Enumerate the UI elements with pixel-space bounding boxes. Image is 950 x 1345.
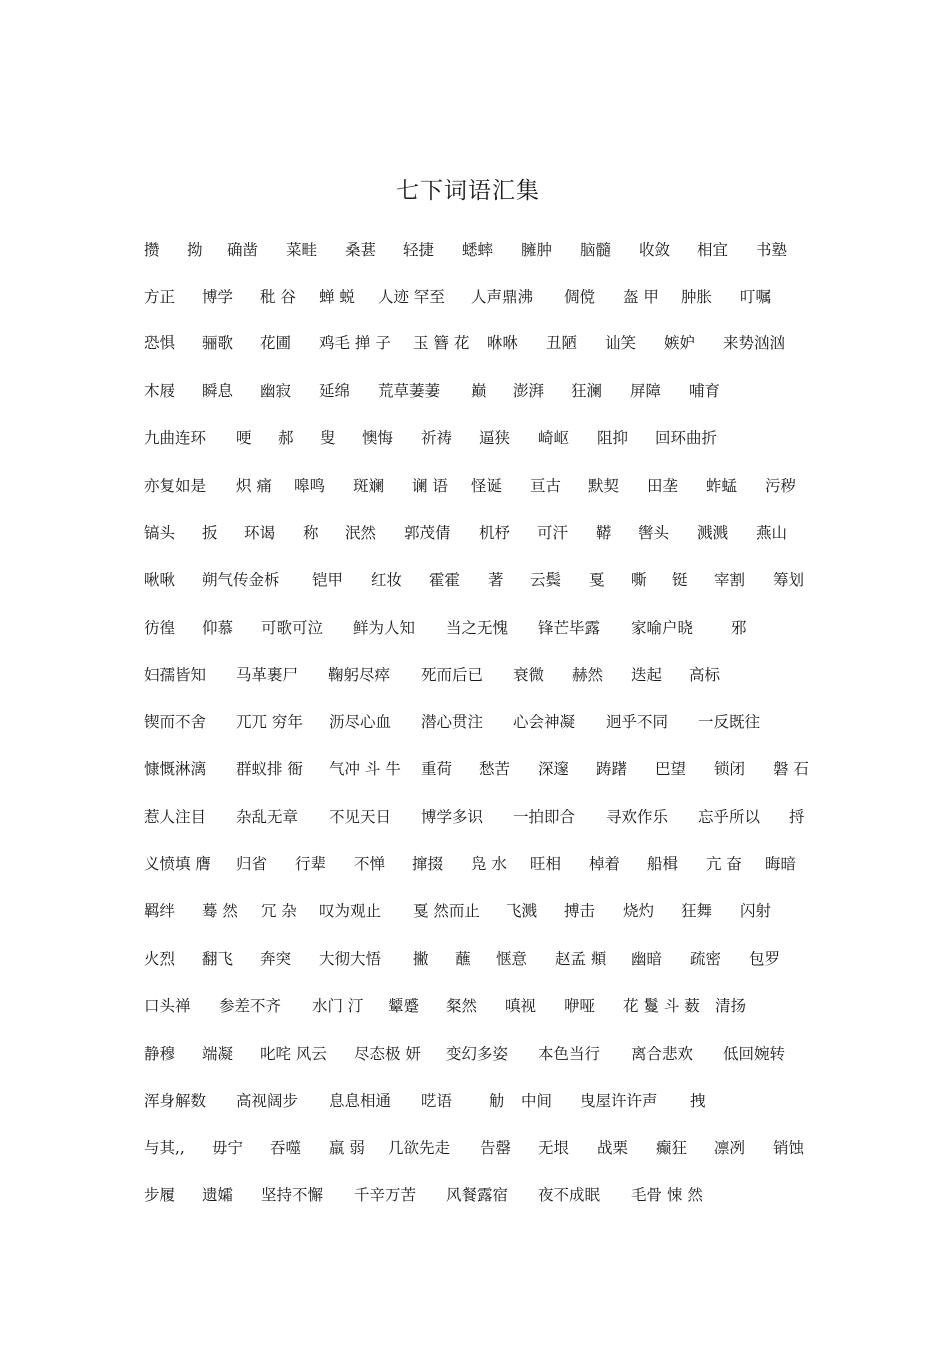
vocabulary-word: 扳 (202, 524, 218, 542)
vocabulary-word: 磐 石 (773, 760, 809, 778)
vocabulary-word: 一反既往 (698, 713, 761, 731)
vocabulary-word: 归省 (236, 855, 268, 873)
vocabulary-word: 义愤填 膺 (144, 855, 211, 873)
vocabulary-word: 咿哑 (564, 997, 596, 1015)
vocabulary-word: 惹人注目 (144, 808, 207, 826)
vocabulary-word: 脑髓 (580, 241, 612, 259)
vocabulary-word: 毋宁 (212, 1139, 244, 1157)
vocabulary-word: 朔气传金柝 (202, 571, 280, 589)
vocabulary-word: 亘古 (530, 477, 562, 495)
vocabulary-word: 书塾 (756, 241, 788, 259)
page-title: 七下词语汇集 (396, 178, 540, 204)
vocabulary-word: 污秽 (765, 477, 797, 495)
vocabulary-word: 恐惧 (144, 334, 176, 352)
vocabulary-word: 谰 语 (412, 477, 448, 495)
vocabulary-word: 无垠 (538, 1139, 570, 1157)
vocabulary-word: 赫然 (572, 666, 604, 684)
word-line (144, 663, 834, 687)
vocabulary-word: 奔突 (260, 950, 292, 968)
vocabulary-word: 咻咻 (487, 334, 519, 352)
vocabulary-word: 潜心贯注 (421, 713, 484, 731)
vocabulary-word: 浑身解数 (144, 1092, 207, 1110)
vocabulary-word: 崎岖 (538, 429, 570, 447)
vocabulary-word: 可汗 (537, 524, 569, 542)
vocabulary-word: 幽寂 (260, 382, 292, 400)
vocabulary-word: 高标 (689, 666, 721, 684)
vocabulary-word: 机杼 (479, 524, 511, 542)
vocabulary-word: 怪诞 (471, 477, 503, 495)
vocabulary-word: 告罄 (480, 1139, 512, 1157)
vocabulary-word: 参差不齐 (219, 997, 282, 1015)
vocabulary-word: 云鬓 (530, 571, 562, 589)
word-line (144, 238, 834, 262)
word-line (144, 994, 834, 1018)
word-line (144, 1136, 834, 1160)
vocabulary-word: 中间 (521, 1092, 553, 1110)
vocabulary-word: 水门 汀 (312, 997, 364, 1015)
vocabulary-word: 嘶 (631, 571, 647, 589)
word-line (144, 379, 834, 403)
vocabulary-word: 玉 簪 花 (413, 334, 470, 352)
vocabulary-word: 凫 水 (471, 855, 507, 873)
word-line (144, 757, 834, 781)
vocabulary-word: 群蚁排 衙 (236, 760, 303, 778)
vocabulary-word: 当之无愧 (446, 619, 509, 637)
vocabulary-word: 癫狂 (656, 1139, 688, 1157)
vocabulary-word: 烧灼 (623, 902, 655, 920)
vocabulary-word: 铤 (672, 571, 688, 589)
vocabulary-word: 曳屋许许声 (580, 1092, 658, 1110)
vocabulary-word: 几欲先走 (388, 1139, 451, 1157)
vocabulary-word: 粲然 (446, 997, 478, 1015)
vocabulary-word: 仰慕 (202, 619, 234, 637)
vocabulary-word: 不惮 (354, 855, 386, 873)
vocabulary-word: 迥乎不同 (606, 713, 669, 731)
vocabulary-word: 静穆 (144, 1045, 176, 1063)
vocabulary-word: 马革裹尸 (236, 666, 299, 684)
vocabulary-word: 臃肿 (521, 241, 553, 259)
vocabulary-word: 气冲 斗 牛 (329, 760, 401, 778)
vocabulary-word: 叮嘱 (740, 288, 772, 306)
vocabulary-word: 离合悲欢 (631, 1045, 694, 1063)
vocabulary-word: 低回婉转 (723, 1045, 786, 1063)
vocabulary-word: 高视阔步 (236, 1092, 299, 1110)
vocabulary-word: 桑葚 (345, 241, 377, 259)
vocabulary-word: 收敛 (639, 241, 671, 259)
vocabulary-word: 炽 痛 (236, 477, 272, 495)
vocabulary-word: 火烈 (144, 950, 176, 968)
vocabulary-word: 方正 (144, 288, 176, 306)
vocabulary-word: 鞯 (596, 524, 612, 542)
word-line (144, 426, 834, 450)
vocabulary-word: 遗孀 (202, 1186, 234, 1204)
vocabulary-word: 撇 (413, 950, 429, 968)
vocabulary-word: 巴望 (655, 760, 687, 778)
vocabulary-word: 迭起 (631, 666, 663, 684)
vocabulary-word: 沥尽心血 (329, 713, 392, 731)
vocabulary-word: 千辛万苦 (354, 1186, 417, 1204)
vocabulary-word: 丑陋 (546, 334, 578, 352)
vocabulary-word: 羁绊 (144, 902, 176, 920)
vocabulary-word: 默契 (588, 477, 620, 495)
word-line (144, 1042, 834, 1066)
vocabulary-word: 搏击 (564, 902, 596, 920)
vocabulary-word: 啾啾 (144, 571, 176, 589)
vocabulary-word: 鸡毛 掸 子 (319, 334, 391, 352)
vocabulary-word: 行辈 (295, 855, 327, 873)
word-line (144, 285, 834, 309)
vocabulary-word: 销蚀 (773, 1139, 805, 1157)
vocabulary-word: 吞噬 (270, 1139, 302, 1157)
word-line (144, 331, 834, 355)
vocabulary-word: 口头禅 (144, 997, 191, 1015)
vocabulary-word: 锁闭 (714, 760, 746, 778)
vocabulary-word: 深邃 (538, 760, 570, 778)
vocabulary-word: 燕山 (756, 524, 788, 542)
vocabulary-word: 相宜 (697, 241, 729, 259)
vocabulary-word: 辔头 (638, 524, 670, 542)
vocabulary-word: 彷徨 (144, 619, 176, 637)
vocabulary-word: 懊悔 (362, 429, 394, 447)
vocabulary-word: 叹为观止 (319, 902, 382, 920)
vocabulary-word: 翻飞 (202, 950, 234, 968)
vocabulary-word: 幽暗 (631, 950, 663, 968)
vocabulary-word: 锋芒毕露 (538, 619, 601, 637)
vocabulary-word: 蓦 然 (202, 902, 238, 920)
vocabulary-word: 屏障 (630, 382, 662, 400)
vocabulary-word: 称 (303, 524, 319, 542)
vocabulary-word: 踌躇 (596, 760, 628, 778)
vocabulary-word: 博学多识 (421, 808, 484, 826)
vocabulary-word: 溅溅 (697, 524, 729, 542)
vocabulary-word: 霍霍 (429, 571, 461, 589)
vocabulary-word: 鲜为人知 (353, 619, 416, 637)
vocabulary-word: 澎湃 (513, 382, 545, 400)
vocabulary-word: 旺相 (530, 855, 562, 873)
vocabulary-word: 狂澜 (571, 382, 603, 400)
vocabulary-word: 妇孺皆知 (144, 666, 207, 684)
word-line (144, 474, 834, 498)
word-line (144, 947, 834, 971)
vocabulary-word: 拗 (187, 241, 203, 259)
vocabulary-word: 家喻户晓 (631, 619, 694, 637)
vocabulary-word: 鞠躬尽瘁 (328, 666, 391, 684)
vocabulary-word: 愁苦 (479, 760, 511, 778)
vocabulary-word: 邪 (731, 619, 747, 637)
vocabulary-word: 衰微 (513, 666, 545, 684)
vocabulary-word: 菜畦 (286, 241, 318, 259)
vocabulary-word: 哽 (236, 429, 252, 447)
vocabulary-word: 蝉 蜕 (319, 288, 355, 306)
vocabulary-word: 坚持不懈 (261, 1186, 324, 1204)
vocabulary-word: 闪射 (740, 902, 772, 920)
word-line (144, 852, 834, 876)
vocabulary-word: 九曲连环 (144, 429, 207, 447)
vocabulary-word: 狂舞 (681, 902, 713, 920)
vocabulary-word: 变幻多姿 (446, 1045, 509, 1063)
vocabulary-word: 包罗 (749, 950, 781, 968)
vocabulary-word: 慷慨淋漓 (144, 760, 207, 778)
vocabulary-word: 觔 (489, 1092, 505, 1110)
vocabulary-word: 倜傥 (564, 288, 596, 306)
vocabulary-word: 与其,, (144, 1139, 185, 1157)
vocabulary-word: 疏密 (690, 950, 722, 968)
vocabulary-word: 人声鼎沸 (471, 288, 534, 306)
vocabulary-word: 泯然 (345, 524, 377, 542)
vocabulary-word: 撺掇 (412, 855, 444, 873)
vocabulary-word: 田垄 (647, 477, 679, 495)
word-line (144, 521, 834, 545)
vocabulary-word: 步履 (144, 1186, 176, 1204)
vocabulary-word: 斑斓 (353, 477, 385, 495)
vocabulary-word: 红妆 (371, 571, 403, 589)
vocabulary-word: 羸 弱 (329, 1139, 365, 1157)
vocabulary-word: 赵孟 頫 (555, 950, 607, 968)
vocabulary-word: 花 鬘 斗 薮 (623, 997, 700, 1015)
vocabulary-word: 端凝 (202, 1045, 234, 1063)
vocabulary-word: 轻捷 (403, 241, 435, 259)
vocabulary-word: 夜不成眠 (538, 1186, 601, 1204)
vocabulary-word: 战栗 (597, 1139, 629, 1157)
vocabulary-word: 杂乱无章 (236, 808, 299, 826)
vocabulary-word: 一拍即合 (513, 808, 576, 826)
vocabulary-word: 确凿 (227, 241, 259, 259)
vocabulary-word: 亦复如是 (144, 477, 207, 495)
vocabulary-word: 肿胀 (681, 288, 713, 306)
vocabulary-word: 尽态极 妍 (354, 1045, 421, 1063)
vocabulary-word: 船楫 (647, 855, 679, 873)
vocabulary-word: 大彻大悟 (319, 950, 382, 968)
vocabulary-word: 秕 谷 (260, 288, 296, 306)
vocabulary-word: 环谒 (244, 524, 276, 542)
vocabulary-word: 凛冽 (714, 1139, 746, 1157)
word-line (144, 568, 834, 592)
vocabulary-word: 木屐 (144, 382, 176, 400)
vocabulary-word: 兀兀 穷年 (236, 713, 303, 731)
vocabulary-word: 不见天日 (329, 808, 392, 826)
vocabulary-word: 荒草萋萋 (378, 382, 441, 400)
vocabulary-word: 息息相通 (329, 1092, 392, 1110)
word-line (144, 1183, 834, 1207)
vocabulary-word: 惬意 (496, 950, 528, 968)
vocabulary-word: 来势汹汹 (723, 334, 786, 352)
vocabulary-word: 著 (488, 571, 504, 589)
vocabulary-word: 冗 杂 (261, 902, 297, 920)
vocabulary-word: 蟋蟀 (462, 241, 494, 259)
vocabulary-word: 蚱蜢 (706, 477, 738, 495)
vocabulary-word: 呓语 (421, 1092, 453, 1110)
vocabulary-word: 博学 (202, 288, 234, 306)
vocabulary-word: 飞溅 (506, 902, 538, 920)
vocabulary-word: 郭茂倩 (404, 524, 451, 542)
vocabulary-word: 亢 奋 (706, 855, 742, 873)
vocabulary-word: 嫉妒 (664, 334, 696, 352)
vocabulary-word: 晦暗 (765, 855, 797, 873)
vocabulary-word: 死而后已 (421, 666, 484, 684)
vocabulary-word: 讪笑 (605, 334, 637, 352)
vocabulary-word: 戛 然而止 (413, 902, 480, 920)
vocabulary-word: 花圃 (260, 334, 292, 352)
vocabulary-word: 重荷 (421, 760, 453, 778)
vocabulary-word: 忘乎所以 (698, 808, 761, 826)
word-line (144, 805, 834, 829)
vocabulary-word: 叟 (320, 429, 336, 447)
vocabulary-word: 盔 甲 (623, 288, 659, 306)
vocabulary-word: 清扬 (715, 997, 747, 1015)
vocabulary-word: 嗔视 (505, 997, 537, 1015)
vocabulary-word: 心会神凝 (513, 713, 576, 731)
vocabulary-word: 延绵 (319, 382, 351, 400)
word-line (144, 899, 834, 923)
word-line (144, 710, 834, 734)
vocabulary-word: 哺育 (689, 382, 721, 400)
vocabulary-word: 人迹 罕至 (378, 288, 445, 306)
vocabulary-word: 铠甲 (312, 571, 344, 589)
vocabulary-word: 攒 (144, 241, 160, 259)
vocabulary-word: 风餐露宿 (446, 1186, 509, 1204)
vocabulary-word: 本色当行 (538, 1045, 601, 1063)
vocabulary-word: 捋 (789, 808, 805, 826)
vocabulary-word: 阻抑 (597, 429, 629, 447)
vocabulary-word: 寻欢作乐 (606, 808, 669, 826)
vocabulary-word: 蘸 (455, 950, 471, 968)
vocabulary-word: 巅 (471, 382, 487, 400)
vocabulary-word: 颦蹙 (388, 997, 420, 1015)
vocabulary-word: 可歌可泣 (261, 619, 324, 637)
vocabulary-word: 毛骨 悚 然 (631, 1186, 703, 1204)
vocabulary-word: 锲而不舍 (144, 713, 207, 731)
vocabulary-word: 嗥鸣 (294, 477, 326, 495)
word-line (144, 1089, 834, 1113)
vocabulary-word: 拽 (690, 1092, 706, 1110)
vocabulary-word: 逼狭 (479, 429, 511, 447)
vocabulary-word: 回环曲折 (655, 429, 718, 447)
word-line (144, 616, 834, 640)
vocabulary-word: 祈祷 (421, 429, 453, 447)
vocabulary-word: 郝 (278, 429, 294, 447)
vocabulary-word: 戛 (589, 571, 605, 589)
vocabulary-word: 瞬息 (202, 382, 234, 400)
vocabulary-word: 镐头 (144, 524, 176, 542)
vocabulary-word: 宰割 (714, 571, 746, 589)
vocabulary-word: 叱咤 风云 (260, 1045, 327, 1063)
vocabulary-word: 骊歌 (202, 334, 234, 352)
vocabulary-word: 棹着 (589, 855, 621, 873)
vocabulary-word: 筹划 (773, 571, 805, 589)
